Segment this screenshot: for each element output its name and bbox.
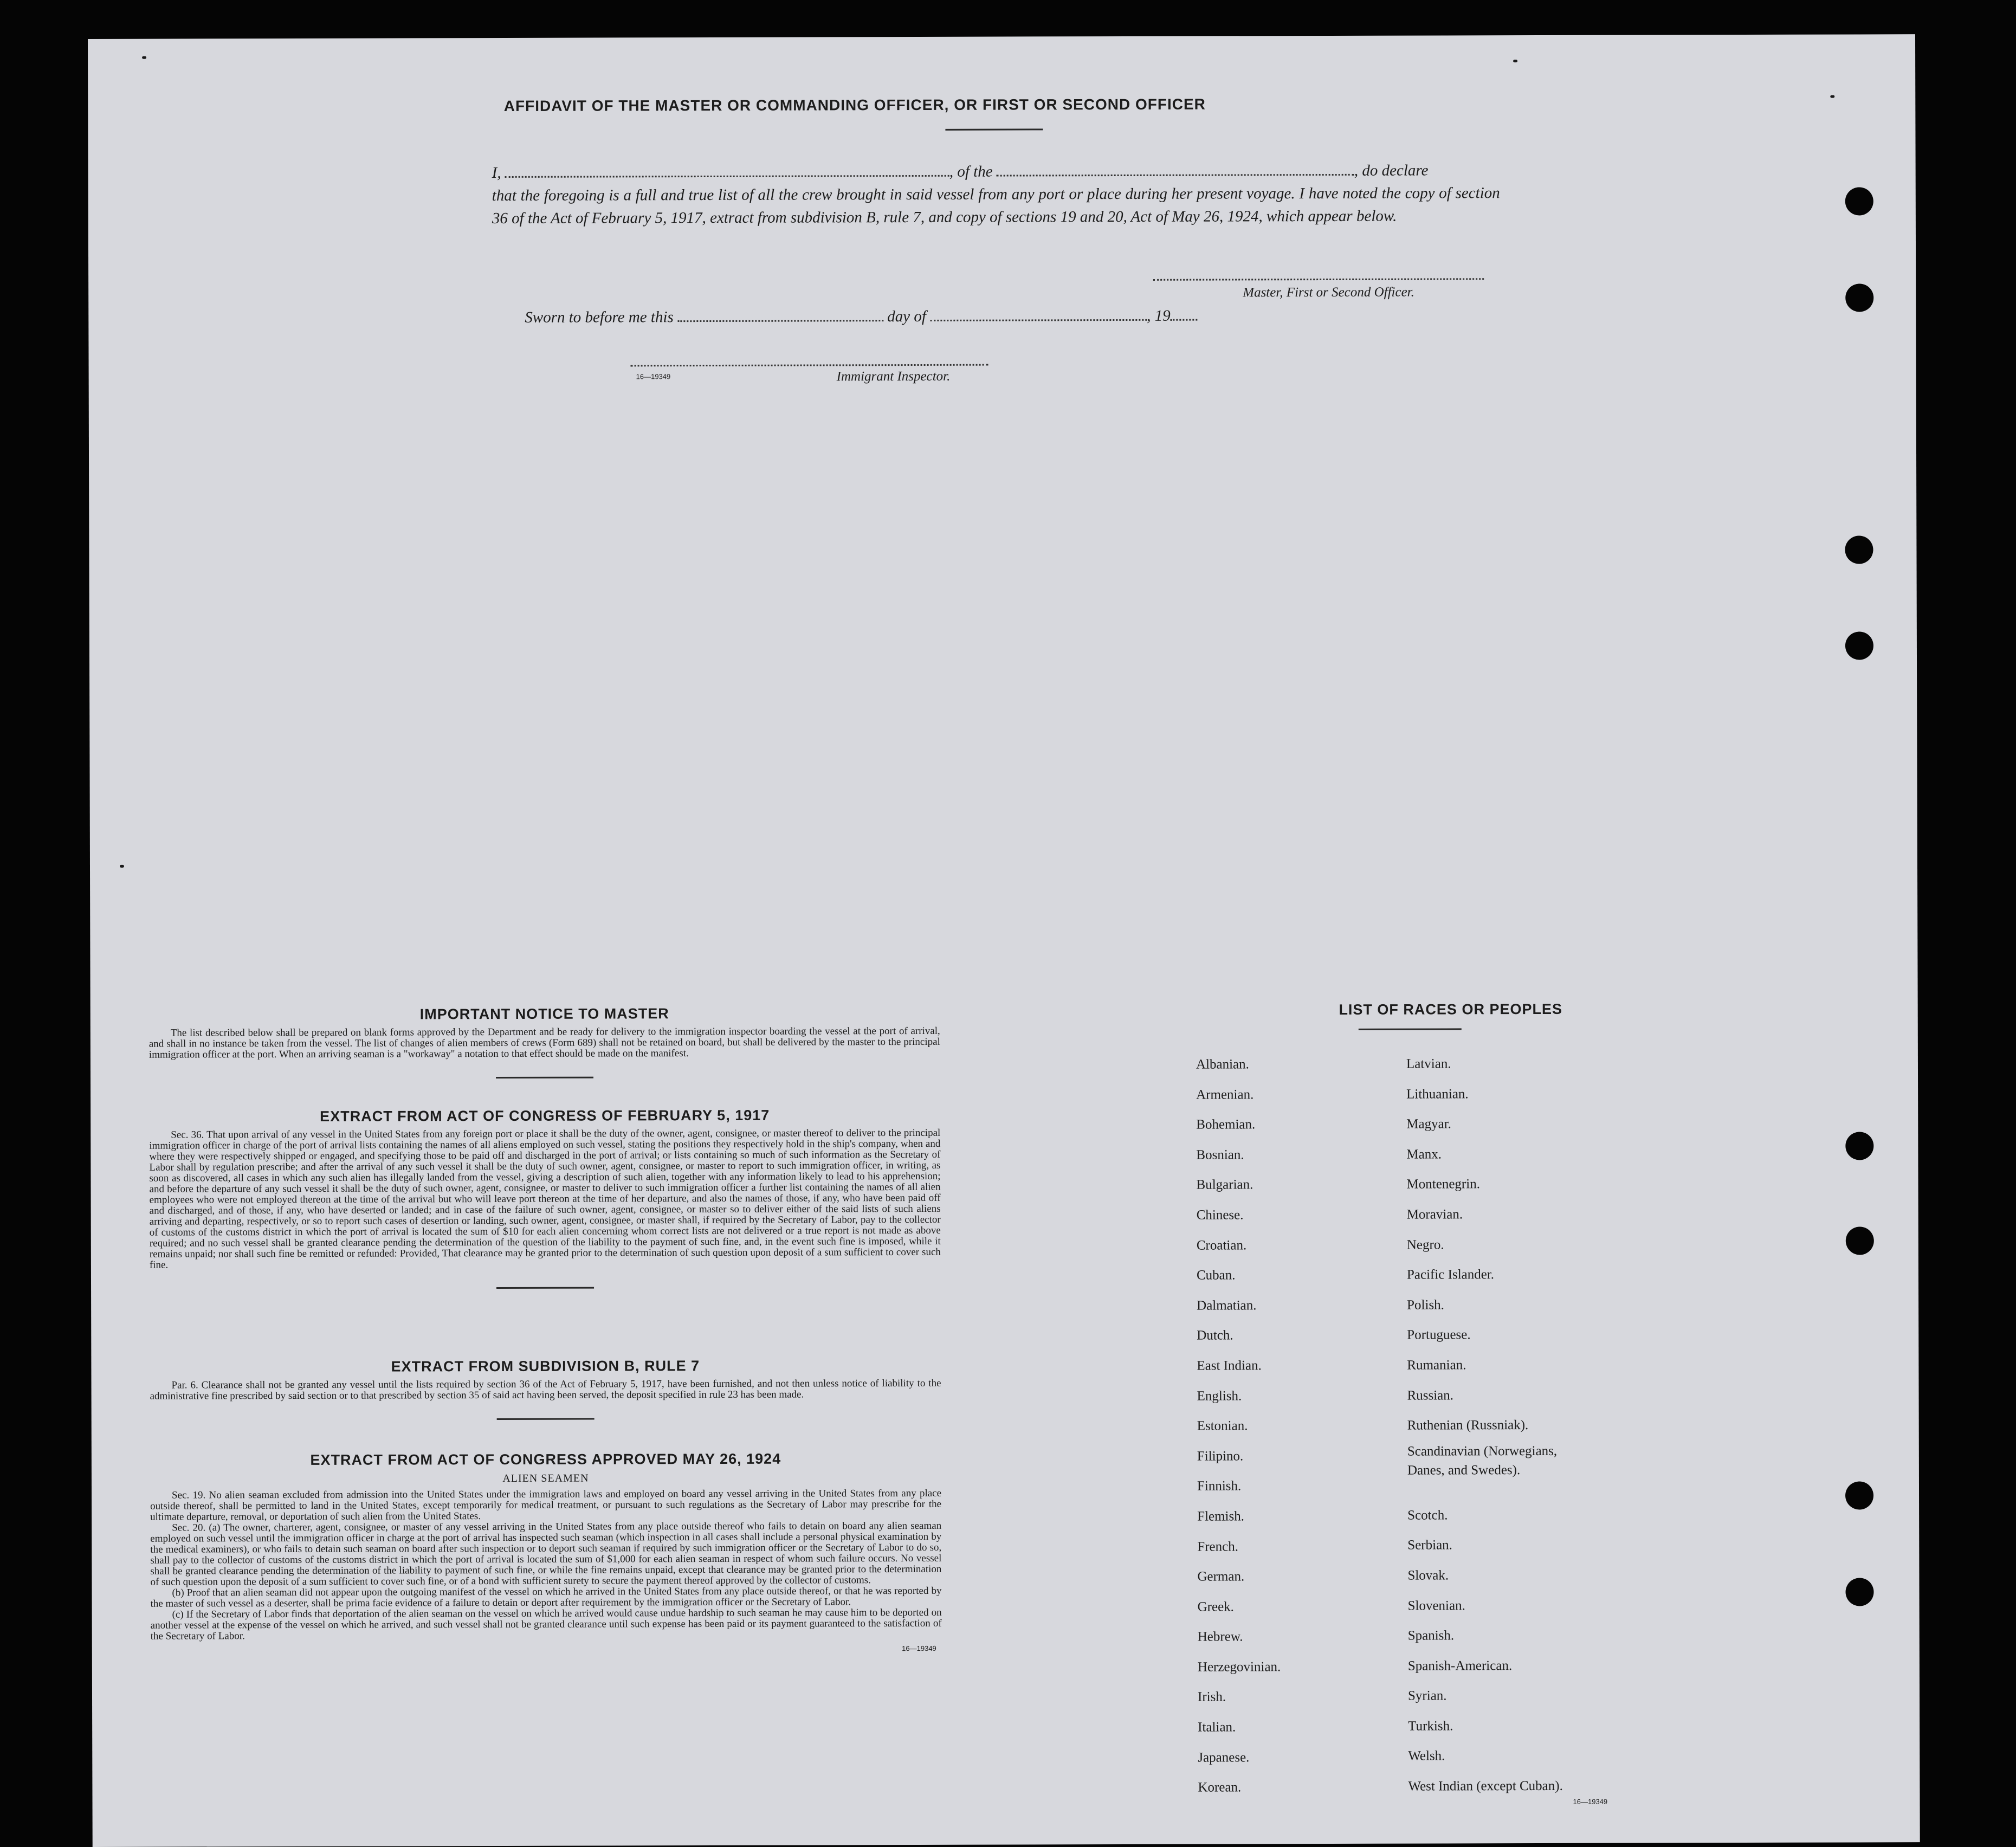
sworn-day: day of [887,307,926,326]
race-item: French. [1197,1539,1238,1554]
punch-hole [1845,1578,1873,1606]
race-item: Finnish. [1197,1478,1242,1494]
extract-1917-section [149,1107,941,1290]
extract-1924-section [150,1450,942,1655]
race-item: Pacific Islander. [1406,1267,1495,1282]
race-item: Flemish. [1197,1509,1245,1524]
sworn-year-blank[interactable] [1171,308,1198,321]
race-item: East Indian. [1197,1358,1262,1373]
name-blank[interactable] [505,164,949,178]
race-item: Lithuanian. [1406,1086,1469,1102]
section-divider [497,1418,595,1420]
inspector-signature-line[interactable] [631,364,988,367]
race-item: Manx. [1406,1147,1442,1162]
race-item: Magyar. [1406,1116,1451,1132]
race-item: Welsh. [1408,1748,1445,1764]
vessel-blank[interactable] [997,163,1354,177]
declaration-line [492,159,1500,184]
punch-hole [1845,1481,1873,1509]
declaration-i: I, [492,164,501,182]
race-item: Serbian. [1407,1538,1452,1553]
notice-text: The list described below shall be prepared on blank forms approved by the Department and be ready for delivery to the immigration inspector boarding the vessel at the port of arrival, and shall in no instance be taken from the vessel. The list of changes of alien members of crews (Form 689) shall not be retained on board, but shall be delivered by the master to the principal immigration officer at the port. When an arriving seaman is a "workaway" a notation to that effect should be made on the manifest. [148,1025,940,1061]
race-item: Estonian. [1197,1418,1248,1433]
race-item: Portuguese. [1407,1327,1471,1342]
race-item: Turkish. [1408,1719,1453,1734]
sworn-year: , 19 [1147,307,1171,325]
inspector-label: Immigrant Inspector. [836,369,951,384]
extract-rule7-title: EXTRACT FROM SUBDIVISION B, RULE 7 [391,1358,700,1375]
race-item: Montenegrin. [1406,1177,1480,1192]
sworn-date-blank[interactable] [677,309,883,322]
title-underline [945,128,1043,130]
race-item: Slovenian. [1407,1598,1465,1613]
race-item: Rumanian. [1407,1358,1466,1373]
notice-section [149,1005,940,1080]
punch-hole [1846,1226,1874,1255]
race-item: Russian. [1407,1387,1454,1403]
race-item: Herzegovinian. [1197,1659,1281,1675]
extract-rule7-section [150,1357,941,1421]
punch-hole [1845,631,1873,660]
race-item: Dalmatian. [1197,1298,1257,1313]
section-divider [496,1287,594,1289]
race-item: Croatian. [1196,1237,1247,1253]
sworn-month-blank[interactable] [930,308,1147,321]
extract-1917-text: Sec. 36. That upon arrival of any vessel in the United States from any foreign port or place it shall be the duty of the owner, agent, consignee, or master thereof to deliver to the principal immigration officer in charge of the port of arrival lists containing the names of all aliens employed on such vessel, stating the positions they respectively hold in the ship's company, when and where they were respectively shipped or engaged, and specifying those to be paid off and discharged in the port of arrival; or lists containing so much of such information as the Secretary of Labor shall by regulation prescribe; and after the arrival of any such vessel it shall be the duty of such owner, agent, consignee, or master to report to such immigration officer, in writing, as soon as discovered, all cases in which any such alien has illegally landed from the vessel, giving a description of such alien, together with any information likely to lead to his apprehension; and before the departure of any such vessel it shall be the duty of such owner, agent, consignee, or master to deliver to such immigration officer a further list containing the names of all alien employees who were not employed thereon at the time of the arrival but who will leave port thereon at the time of her departure, and also the names of those, if any, who have been paid off and discharged, and of those, if any, who have deserted or landed; and in case of the failure of such owner, agent, consignee, or master so to deliver either of the said lists of such aliens arriving and departing, respectively, or so to report such cases of desertion or landing, such owner, agent, consignee, or master shall, if required by the Secretary of Labor, pay to the collector of customs of the customs district in which the port of arrival is located the sum of $10 for each alien concerning whom correct lists are not delivered or a true report is not made as above required; and no such vessel shall be granted clearance pending the determination of the question of the liability to the payment of such fine, and, in the event such fine is imposed, while it remains unpaid; nor shall such fine be remitted or refunded: Provided, That clearance may be granted prior to the determination of such question upon deposit of a sum sufficient to cover such fine. [149,1127,941,1271]
race-item: Danes, and Swedes). [1407,1462,1521,1478]
race-item: Bohemian. [1196,1117,1256,1132]
races-right-column [1406,1049,1563,1801]
affidavit-body [492,159,1500,230]
speck [1830,95,1834,98]
race-item: German. [1197,1569,1245,1584]
punch-hole [1845,187,1873,215]
signature-line[interactable] [1153,278,1484,281]
race-item: Negro. [1406,1237,1444,1252]
declaration-declare: , do declare [1354,162,1429,179]
race-item: Spanish. [1407,1628,1455,1643]
sec-20c-text: (c) If the Secretary of Labor finds that deportation of the alien seaman on the vessel on which he arrived would cause undue hardship to such seaman he may cause him to be deported on another vessel at the expense of the vessel on which he arrived, and such vessel shall not be granted clearance until such expense has been paid or its payment guaranteed to the satisfaction of the Secretary of Labor. [150,1606,942,1642]
race-item: Hebrew. [1197,1629,1243,1644]
race-item: Bosnian. [1196,1147,1244,1163]
race-item: English. [1197,1388,1242,1404]
race-item: Cuban. [1196,1268,1236,1283]
form-number: 16—19349 [636,372,671,381]
race-item: Dutch. [1197,1328,1233,1343]
race-item: Ruthenian (Russniak). [1407,1418,1529,1433]
speck [1513,60,1517,62]
sec-19-text: Sec. 19. No alien seaman excluded from admission into the United States under the immigration laws and employed on board any vessel arriving in the United States from any place outside thereof, shall be permitted to land in the United States, except temporarily for medical treatment, or pursuant to such regulations as the Secretary of Labor may prescribe for the ultimate departure, removal, or deportation of such alien from the United States. [150,1487,942,1523]
punch-hole [1845,535,1873,564]
race-item: Irish. [1197,1689,1226,1705]
race-item: Moravian. [1406,1207,1463,1222]
signature-label: Master, First or Second Officer. [1243,285,1414,300]
race-item: Latvian. [1406,1056,1451,1071]
alien-seamen-subtitle: ALIEN SEAMEN [502,1472,589,1485]
document-sheet [88,34,1920,1847]
declaration-of: , of the [949,163,993,180]
race-item: Slovak. [1407,1568,1449,1583]
races-title: LIST OF RACES OR PEOPLES [1339,1000,1562,1018]
form-number: 16—19349 [1573,1797,1608,1806]
sec-20b-text: (b) Proof that an alien seaman did not appear upon the outgoing manifest of the vessel on which he arrived in the United States from any place outside thereof, or that he was reported by the master of such vessel as a deserter, shall be prima facie evidence of a failure to detain or deport after requirement by the immigration officer or the Secretary of Labor. [150,1585,942,1610]
punch-hole [1845,1132,1873,1160]
race-item: Scotch. [1407,1508,1448,1523]
race-item: Syrian. [1407,1688,1447,1703]
race-item: Scandinavian (Norwegians, [1407,1443,1558,1459]
races-title-underline [1359,1028,1462,1030]
race-item: Greek. [1197,1599,1234,1614]
affidavit-title: AFFIDAVIT OF THE MASTER OR COMMANDING OFFICER, OR FIRST OR SECOND OFFICER [503,95,1206,114]
speck [120,865,124,868]
sworn-prefix: Sworn to before me this [525,308,674,326]
extract-rule7-text: Par. 6. Clearance shall not be granted any vessel until the lists required by section 36 of the Act of February 5, 1917, have been furnished, and not then unless notice of liability to the administrative fine prescribed by said section or to that prescribed by section 35 of said act having been served, the deposit specified in rule 23 has been made. [150,1377,941,1402]
form-number: 16—19349 [902,1644,936,1653]
races-left-column [1196,1049,1281,1803]
race-item: Japanese. [1198,1750,1250,1765]
extract-1924-title: EXTRACT FROM ACT OF CONGRESS APPROVED MAY 26, 1924 [310,1450,781,1468]
punch-hole [1845,283,1873,312]
sworn-line [525,307,1197,327]
race-item: Polish. [1407,1297,1444,1313]
notice-title: IMPORTANT NOTICE TO MASTER [419,1005,669,1023]
race-item: Chinese. [1196,1207,1244,1223]
race-item: Bulgarian. [1196,1177,1253,1193]
race-item: Albanian. [1196,1057,1249,1072]
race-item: West Indian (except Cuban). [1408,1778,1563,1794]
speck [142,56,146,59]
race-item: Korean. [1198,1780,1242,1795]
race-item: Italian. [1198,1720,1236,1735]
section-divider [496,1077,593,1079]
declaration-text: that the foregoing is a full and true list of all the crew brought in said vessel from any port or place during her present voyage. I have noted the copy of section 36 of the Act of February 5, 1917, extract from subdivision B, rule 7, and copy of sections 19 and 20, Act of May 26, 1924, which appear below. [492,184,1500,228]
race-item: Filipino. [1197,1449,1244,1464]
race-item: Spanish-American. [1407,1658,1513,1674]
sec-20a-text: Sec. 20. (a) The owner, charterer, agent, consignee, or master of any vessel arriving in the United States from any place outside thereof who fails to detain on board any alien seaman employed on such vessel until the immigration officer in charge at the port of arrival has inspected such seaman (which inspection in all cases shall include a personal physical examination by the medical examiners), or who fails to detain such seaman on board after such inspection or to deport such seaman if required by such immigration officer or the Secretary of Labor to do so, shall pay to the collector of customs of the customs district in which the port of arrival is located the sum of $1,000 for each alien seaman in respect of whom such failure occurs. No vessel shall be granted clearance pending the determination of the liability to payment of such fine, or while the fine remains unpaid, except that clearance may be granted prior to the determination of such question upon the deposit of a sum sufficient to cover such fine, or of a bond with sufficient surety to secure the payment thereof approved by the collector of customs. [150,1520,942,1588]
race-item: Armenian. [1196,1087,1254,1102]
extract-1917-title: EXTRACT FROM ACT OF CONGRESS OF FEBRUARY 5, 1917 [320,1107,770,1125]
